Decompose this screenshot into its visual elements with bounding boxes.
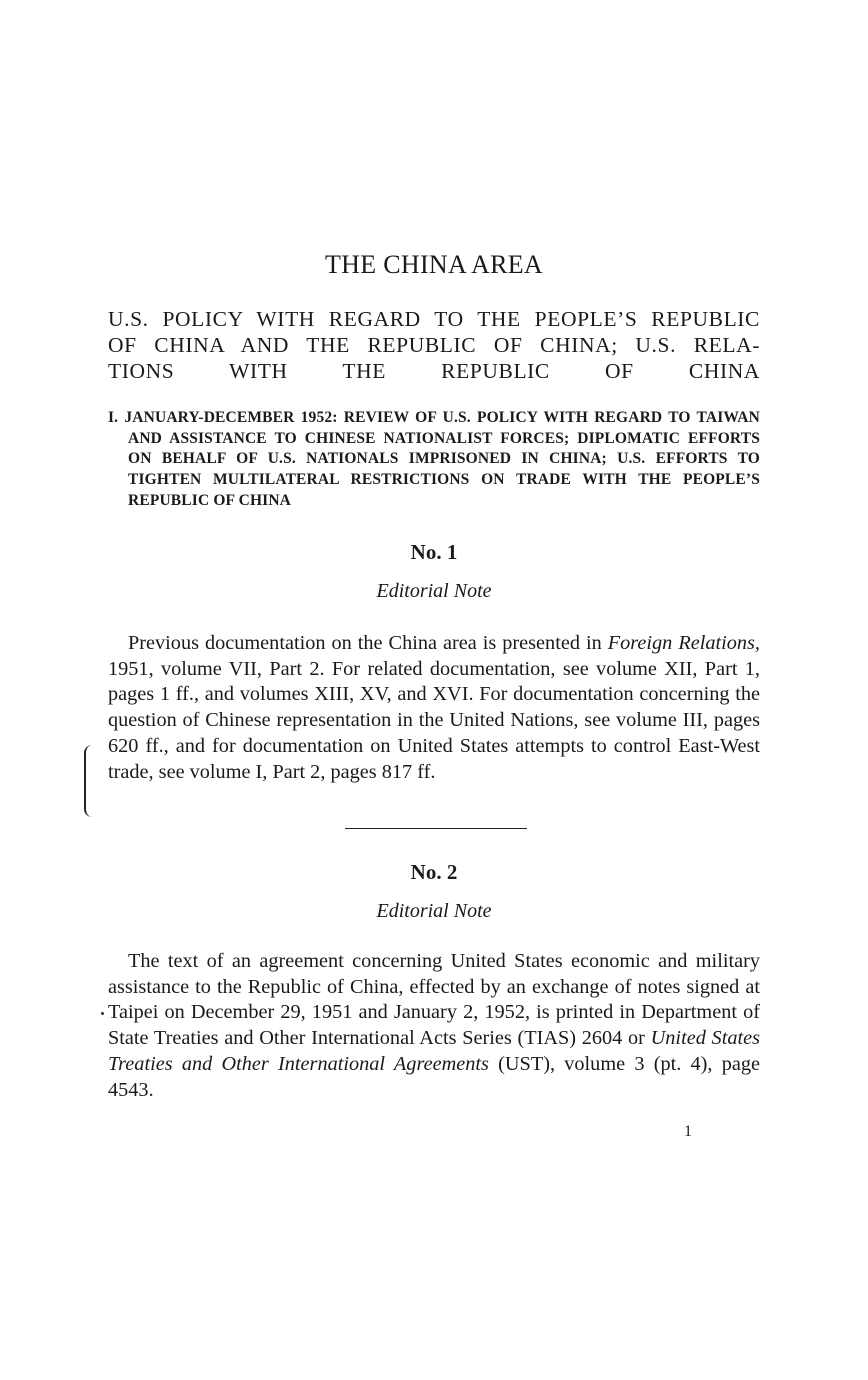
document-subtitle: Editorial Note (376, 580, 492, 602)
subheading (108, 306, 760, 384)
subheading-line: OF CHINA AND THE REPUBLIC OF CHINA; U.S. RELA- (108, 333, 760, 357)
paragraph-text: Previous documentation on the China area is presented in (128, 632, 608, 654)
subheading-line: TIONS WITH THE REPUBLIC OF CHINA (108, 359, 760, 383)
subheading-line: U.S. POLICY WITH REGARD TO THE PEOPLE’S REPUBLIC (108, 307, 760, 331)
section-heading-text: I. JANUARY-DECEMBER 1952: REVIEW OF U.S. POLICY WITH REGARD TO TAIWAN AND ASSISTANCE TO CHINESE NATIONALIST FORCES; DIPLOMATIC EFFORTS ON BEHALF OF U.S. NATIONALS IMPRISONED IN CHINA; U.S. EFFORTS TO TIGHTEN MULTILATERAL RESTRICTIONS ON TRADE WITH THE PEOPLE’S REPUBLIC OF CHINA (108, 409, 760, 509)
paragraph-text: 1951, volume VII, Part 2. For related documentation, see volume XII, Part 1, pages 1 ff., and volumes XIII, XV, and XVI. For documentation concerning the question of Chinese representation in the United Nations, see volume III, pages 620 ff., and for documentation on United States attempts to control East-West trade, see volume I, Part 2, pages 817 ff. (108, 657, 760, 783)
section-divider (345, 828, 527, 829)
editorial-note-paragraph (108, 631, 760, 785)
document-number: No. 1 (410, 540, 458, 564)
paragraph-text: The text of an agreement concerning United States economic and military assistance to the Republic of China, effected by an exchange of notes signed at Taipei on December 29, 1951 and January 2, 1952, is printed in Department of State Treaties and Other International Acts Series (TIAS) 2604 or (108, 950, 760, 1050)
document-number: No. 2 (410, 860, 458, 884)
paragraph-text: (UST), volume 3 (pt. 4), page 4543. (108, 1052, 761, 1101)
page-title: THE CHINA AREA (325, 250, 543, 279)
margin-bracket-mark (84, 745, 96, 817)
margin-dot-mark (101, 1012, 104, 1015)
section-heading (108, 408, 760, 512)
editorial-note-paragraph (108, 949, 760, 1103)
document-subtitle: Editorial Note (376, 900, 492, 922)
page-number: 1 (684, 1123, 692, 1140)
paragraph-italic-text: United States Treaties and Other International Agreements (108, 1027, 760, 1075)
paragraph-italic-text: Foreign Relations, (607, 632, 760, 654)
